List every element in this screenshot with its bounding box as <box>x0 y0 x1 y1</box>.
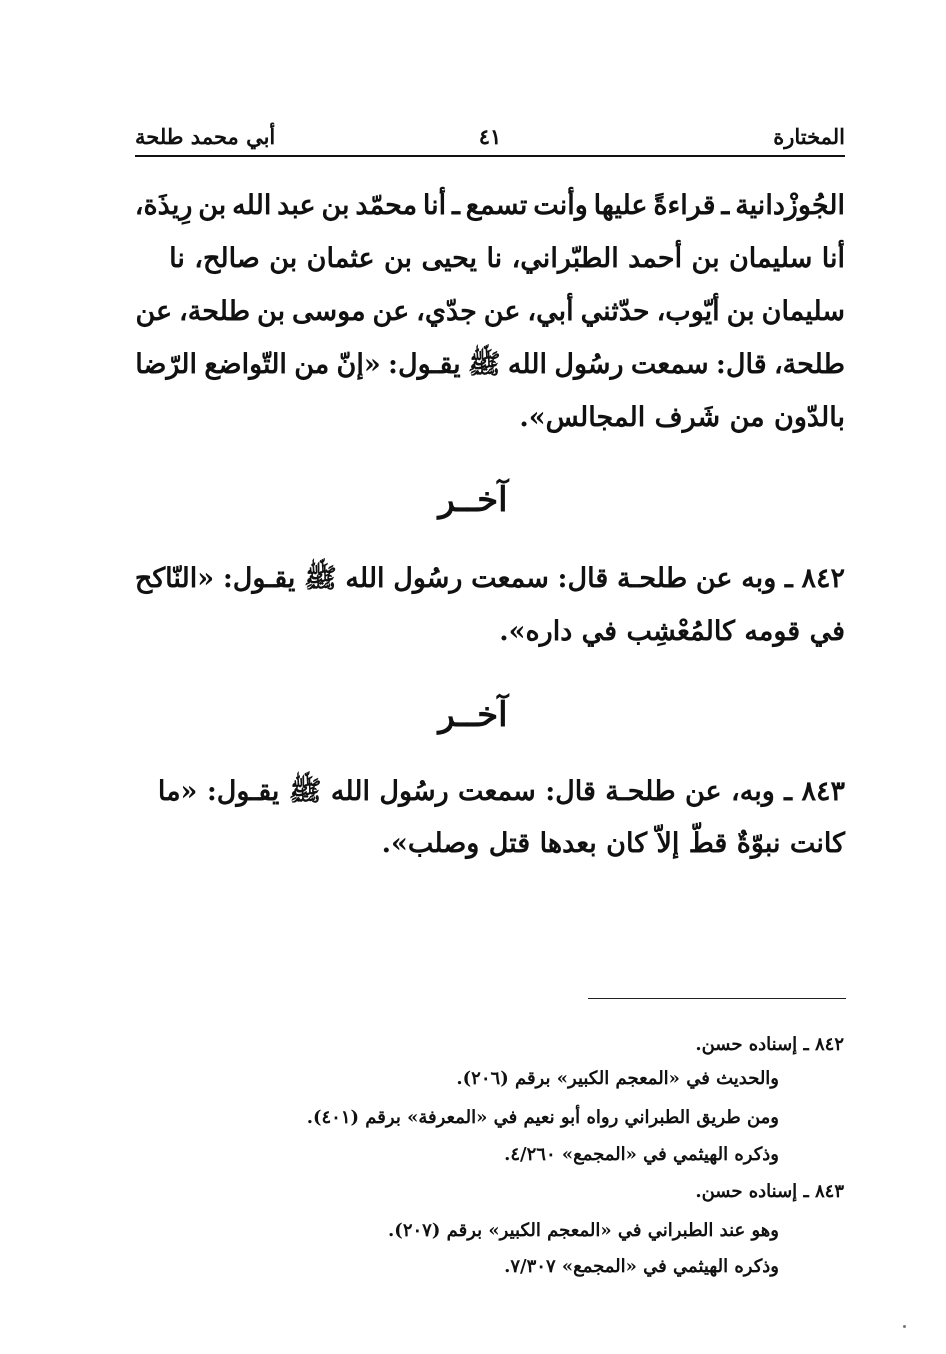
footnote-842-line: وذكره الهيثمي في «المجمع» ٤/٢٦٠. <box>504 1144 779 1165</box>
paragraph-line: طلحة، قال: سمعت رسُول الله ﷺ يقـول: «إنّ من التّواضع الرّضا <box>135 349 845 380</box>
section-title: آخــر <box>438 480 508 520</box>
paragraph-line: الجُوزْدانية ـ قراءةً عليها وأنت تسمع ـ أنا محمّد بن عبد الله بن رِيذَة، <box>134 190 845 221</box>
hadith-843-line: كانت نبوّةٌ قطّ إلاّ كان بعدها قتل وصلب». <box>381 828 845 859</box>
footnote-842-line: ومن طريق الطبراني رواه أبو نعيم في «المعرفة» برقم (٤٠١). <box>306 1107 779 1128</box>
footnote-842-line: والحديث في «المعجم الكبير» برقم (٢٠٦). <box>456 1068 779 1089</box>
footnote-842-head: ٨٤٢ ـ إسناده حسن. <box>695 1034 844 1055</box>
hadith-843-line: ٨٤٣ ـ وبه، عن طلحـة قال: سمعت رسُول الله ﷺ يقـول: «ما <box>157 776 845 807</box>
footnote-separator <box>588 998 846 999</box>
scan-speck <box>903 1325 906 1328</box>
footnote-843-line: وذكره الهيثمي في «المجمع» ٧/٣٠٧. <box>504 1256 779 1277</box>
footnote-843-line: وهو عند الطبراني في «المعجم الكبير» برقم (٢٠٧). <box>388 1220 779 1241</box>
page-number: ٤١ <box>478 124 502 149</box>
running-header <box>135 118 845 154</box>
hadith-842-line: ٨٤٢ ـ وبه عن طلحـة قال: سمعت رسُول الله ﷺ يقـول: «النّاكح <box>134 563 845 594</box>
book-title: المختارة <box>773 124 845 149</box>
hadith-842-line: في قومه كالمُعْشِب في داره». <box>499 616 845 647</box>
footnote-843-head: ٨٤٣ ـ إسناده حسن. <box>695 1181 844 1202</box>
paragraph-line: أنا سليمان بن أحمد الطبّراني، نا يحيى بن عثمان بن صالح، نا <box>169 243 845 274</box>
section-title: آخــر <box>438 695 508 735</box>
paragraph-line: سليمان بن أيّوب، حدّثني أبي، عن جدّي، عن موسى بن طلحة، عن <box>135 296 845 327</box>
section-name: أبي محمد طلحة <box>135 124 276 149</box>
paragraph-line: بالدّون من شَرف المجالس». <box>519 402 845 433</box>
header-rule <box>135 155 845 157</box>
